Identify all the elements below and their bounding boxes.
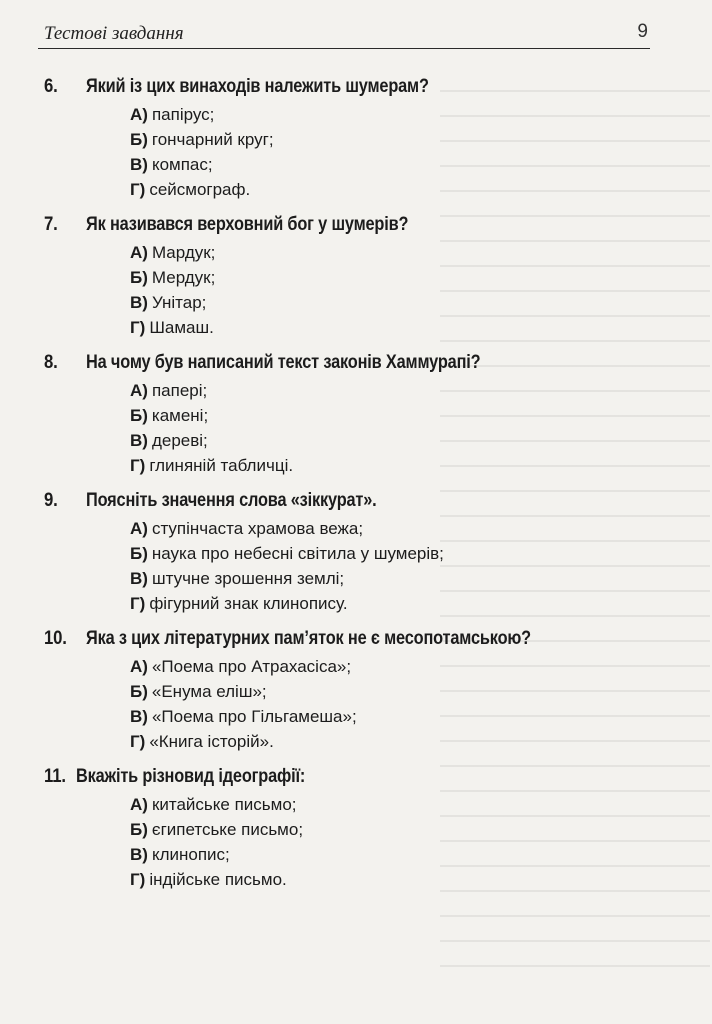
answer-option — [0, 566, 712, 591]
answer-option — [0, 290, 712, 315]
question-number: 8. — [44, 352, 58, 373]
answer-option — [0, 102, 712, 127]
answer-option — [0, 817, 712, 842]
answer-letter: А) — [130, 243, 148, 262]
question-text: Яка з цих літературних пам’яток не є месопотамською? — [86, 628, 531, 649]
answer-letter: В) — [130, 155, 148, 174]
answer-text: штучне зрошення землі; — [151, 569, 345, 588]
question-6 — [0, 76, 712, 202]
answer-option — [0, 867, 712, 892]
answer-text: папірус; — [151, 105, 215, 124]
question-number: 7. — [44, 214, 58, 235]
answer-letter: Г) — [130, 456, 146, 475]
answer-text: «Поема про Гільгамеша»; — [151, 707, 357, 726]
question-list — [0, 76, 712, 904]
answer-letter: В) — [130, 293, 148, 312]
answer-text: фігурний знак клинопису. — [149, 594, 348, 613]
answer-letter: Г) — [130, 594, 146, 613]
answer-text: Унітар; — [151, 293, 207, 312]
answer-option — [0, 403, 712, 428]
section-title: Тестові завдання — [44, 23, 184, 44]
answer-letter: Б) — [130, 406, 148, 425]
answer-option — [0, 654, 712, 679]
answer-letter: Б) — [130, 268, 148, 287]
answer-text: клинопис; — [151, 845, 230, 864]
answer-text: компас; — [151, 155, 213, 174]
answer-option — [0, 842, 712, 867]
question-8 — [0, 352, 712, 478]
question-11 — [0, 766, 712, 892]
answer-text: єгипетське письмо; — [151, 820, 304, 839]
answer-letter: Г) — [130, 870, 146, 889]
question-number: 11. — [44, 766, 66, 787]
answer-option — [0, 152, 712, 177]
answer-option — [0, 315, 712, 340]
question-text: Вкажіть різновид ідеографії: — [76, 766, 306, 787]
answer-text: глиняній табличці. — [149, 456, 294, 475]
answer-text: «Енума еліш»; — [151, 682, 267, 701]
answer-letter: А) — [130, 381, 148, 400]
answer-text: сейсмограф. — [149, 180, 251, 199]
answer-text: наука про небесні світила у шумерів; — [151, 544, 444, 563]
answer-option — [0, 704, 712, 729]
answer-letter: В) — [130, 845, 148, 864]
question-text: На чому був написаний текст законів Хаммурапі? — [86, 352, 481, 373]
answer-letter: Б) — [130, 544, 148, 563]
answer-option — [0, 453, 712, 478]
answer-letter: А) — [130, 657, 148, 676]
answer-option — [0, 240, 712, 265]
answer-letter: Г) — [130, 732, 146, 751]
answer-option — [0, 792, 712, 817]
answer-option — [0, 729, 712, 754]
question-text: Поясніть значення слова «зіккурат». — [86, 490, 377, 511]
answer-letter: В) — [130, 569, 148, 588]
question-9 — [0, 490, 712, 616]
question-number: 6. — [44, 76, 58, 97]
answer-text: китайське письмо; — [151, 795, 297, 814]
answer-letter: В) — [130, 707, 148, 726]
answer-letter: Б) — [130, 682, 148, 701]
answer-letter: Б) — [130, 820, 148, 839]
answer-option — [0, 679, 712, 704]
answer-option — [0, 516, 712, 541]
answer-letter: Б) — [130, 130, 148, 149]
answer-option — [0, 591, 712, 616]
answer-letter: А) — [130, 795, 148, 814]
question-text: Як називався верховний бог у шумерів? — [86, 214, 409, 235]
question-10 — [0, 628, 712, 754]
answer-letter: А) — [130, 105, 148, 124]
answer-letter: Г) — [130, 318, 146, 337]
answer-option — [0, 265, 712, 290]
answer-option — [0, 127, 712, 152]
answer-option — [0, 428, 712, 453]
question-7 — [0, 214, 712, 340]
answer-letter: В) — [130, 431, 148, 450]
answer-text: ступінчаста храмова вежа; — [151, 519, 364, 538]
question-number: 9. — [44, 490, 58, 511]
answer-text: гончарний круг; — [151, 130, 274, 149]
answer-text: камені; — [151, 406, 209, 425]
answer-text: «Поема про Атрахасіса»; — [151, 657, 352, 676]
answer-option — [0, 378, 712, 403]
answer-text: папері; — [151, 381, 208, 400]
answer-option — [0, 541, 712, 566]
answer-letter: Г) — [130, 180, 146, 199]
answer-text: Шамаш. — [149, 318, 214, 337]
page-header — [38, 18, 650, 49]
answer-text: індійське письмо. — [149, 870, 287, 889]
answer-text: Мердук; — [151, 268, 216, 287]
answer-text: «Книга історій». — [149, 732, 274, 751]
answer-text: Мардук; — [151, 243, 216, 262]
answer-letter: А) — [130, 519, 148, 538]
answer-text: дереві; — [151, 431, 208, 450]
question-number: 10. — [44, 628, 67, 649]
page-number: 9 — [637, 21, 648, 42]
answer-option — [0, 177, 712, 202]
question-text: Який із цих винаходів належить шумерам? — [86, 76, 429, 97]
